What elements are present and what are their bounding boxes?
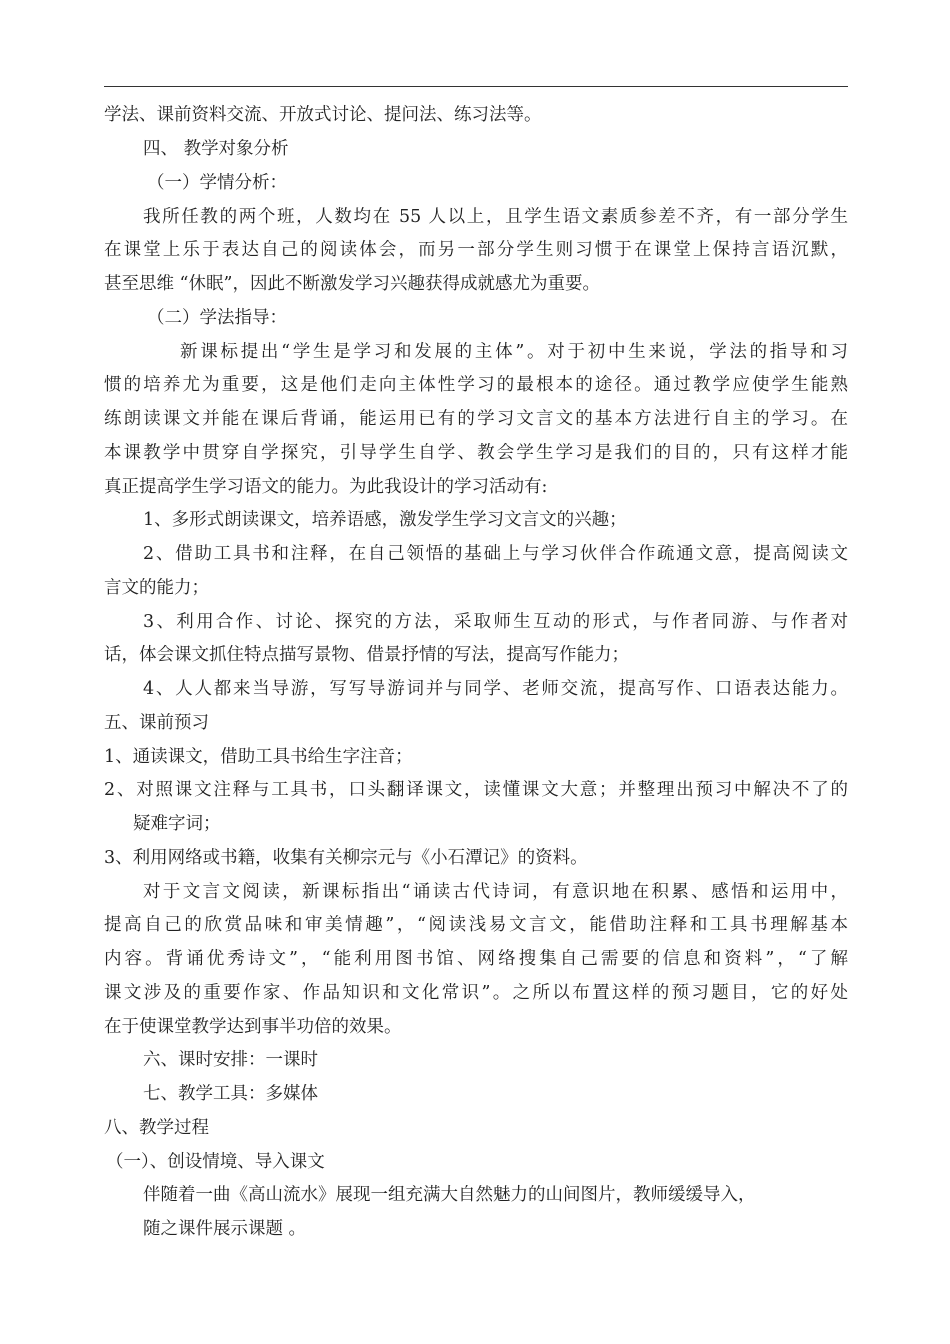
paragraph-line: 惯的培养尤为重要，这是他们走向主体性学习的最根本的途径。通过教学应使学生能熟 bbox=[104, 375, 848, 395]
paragraph-line: 对于文言文阅读，新课标指出“诵读古代诗词，有意识地在积累、感悟和运用中， bbox=[143, 882, 848, 902]
list-item: 3、利用网络或书籍，收集有关柳宗元与《小石潭记》的资料。 bbox=[104, 848, 588, 868]
paragraph-line: 伴随着一曲《高山流水》展现一组充满大自然魅力的山间图片，教师缓缓导入， bbox=[143, 1185, 756, 1205]
paragraph-line: 课文涉及的重要作家、作品知识和文化常识”。之所以布置这样的预习题目，它的好处 bbox=[104, 983, 848, 1003]
text-line: 学法、课前资料交流、开放式讨论、提问法、练习法等。 bbox=[104, 105, 542, 125]
list-item: 1、通读课文，借助工具书给生字注音； bbox=[104, 747, 413, 767]
paragraph-line: 新课标提出“学生是学习和发展的主体”。对于初中生来说，学法的指导和习 bbox=[180, 342, 848, 362]
subsection-heading: （一）、创设情境、导入课文 bbox=[106, 1152, 325, 1172]
list-item: 1、多形式朗读课文，培养语感，激发学生学习文言文的兴趣； bbox=[143, 510, 627, 530]
paragraph-line: 甚至思维 “休眠”，因此不断激发学习兴趣获得成就感尤为重要。 bbox=[104, 274, 600, 294]
paragraph-line: 在于使课堂教学达到事半功倍的效果。 bbox=[104, 1017, 402, 1037]
section-heading: 四、 教学对象分析 bbox=[143, 139, 289, 159]
section-heading: 五、课前预习 bbox=[104, 713, 209, 733]
paragraph-line: 在课堂上乐于表达自己的阅读体会，而另一部分学生则习惯于在课堂上保持言语沉默， bbox=[104, 240, 848, 260]
list-item: 4、人人都来当导游，写写导游词并与同学、老师交流，提高写作、口语表达能力。 bbox=[143, 679, 848, 699]
paragraph-line: 提高自己的欣赏品味和审美情趣”，“阅读浅易文言文，能借助注释和工具书理解基本 bbox=[104, 915, 848, 935]
section-heading: 八、教学过程 bbox=[104, 1118, 209, 1138]
subsection-heading: （二）学法指导： bbox=[147, 308, 287, 328]
list-item-continued: 疑难字词； bbox=[133, 814, 221, 834]
section-heading: 七、教学工具：多媒体 bbox=[143, 1084, 318, 1104]
list-item: 2、对照课文注释与工具书，口头翻译课文，读懂课文大意；并整理出预习中解决不了的 bbox=[104, 780, 848, 800]
list-item: 2、借助工具书和注释，在自己领悟的基础上与学习伙伴合作疏通文意，提高阅读文 bbox=[143, 544, 848, 564]
paragraph-line: 练朗读课文并能在课后背诵，能运用已有的学习文言文的基本方法进行自主的学习。在 bbox=[104, 409, 848, 429]
list-item-continued: 言文的能力； bbox=[104, 578, 209, 598]
paragraph-line: 随之课件展示课题 。 bbox=[143, 1219, 307, 1239]
paragraph-line: 真正提高学生学习语文的能力。为此我设计的学习活动有: bbox=[104, 477, 548, 497]
list-item-continued: 话，体会课文抓住特点描写景物、借景抒情的写法，提高写作能力； bbox=[104, 645, 629, 665]
subsection-heading: （一）学情分析： bbox=[147, 173, 287, 193]
paragraph-line: 本课教学中贯穿自学探究，引导学生自学、教会学生学习是我们的目的，只有这样才能 bbox=[104, 443, 848, 463]
section-heading: 六、课时安排：一课时 bbox=[143, 1050, 318, 1070]
header-rule bbox=[104, 86, 848, 87]
paragraph-line: 内容。背诵优秀诗文”，“能利用图书馆、网络搜集自己需要的信息和资料”，“了解 bbox=[104, 949, 848, 969]
paragraph-line: 我所任教的两个班，人数均在 55 人以上，且学生语文素质参差不齐，有一部分学生 bbox=[143, 207, 848, 227]
list-item: 3、利用合作、讨论、探究的方法，采取师生互动的形式，与作者同游、与作者对 bbox=[143, 612, 848, 632]
